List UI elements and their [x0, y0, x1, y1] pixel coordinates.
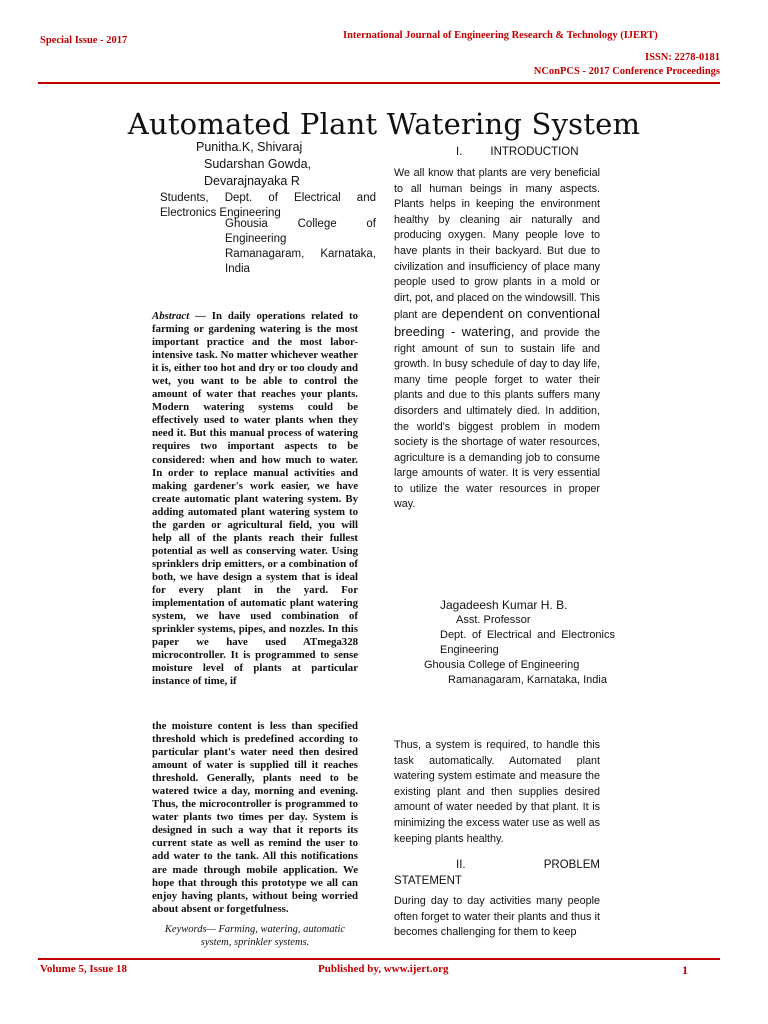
intro-emphasis: dependent on conventional breeding - watering, — [394, 306, 600, 339]
abstract-continued: the moisture content is less than specified threshold which is predefined according to particular plant's water need then desired amount of water is supplied till it reaches threshold. Generally, plants need to be watered twice a day, morning and evening. Thus, the microcontroller is programmed to water plants two times per day. System is designed in such a way that it reports its current state as well as remind the user to add water to the tank. All this notifications are made through mobile application. We hope that through this prototype we all can enjoy having plants, without being worried about absent or forgetfulness. — [152, 720, 358, 915]
abstract — [152, 310, 358, 688]
author-name: Sudarshan Gowda, — [204, 157, 312, 171]
introduction-paragraph — [394, 166, 600, 513]
professor-college: Ghousia College of Engineering — [424, 659, 580, 671]
professor-title: Asst. Professor — [456, 614, 531, 626]
author-name: Devarajnayaka R — [204, 174, 300, 188]
section-title: PROBLEM — [543, 859, 600, 871]
header-rule — [38, 82, 720, 84]
author-address — [225, 217, 376, 277]
professor-name: Jagadeesh Kumar H. B. — [440, 598, 568, 612]
section-number: II. — [456, 859, 466, 871]
author-name: Punitha.K, Shivaraj — [196, 140, 303, 154]
abstract-label: Abstract — [152, 310, 190, 322]
author-city: Ramanagaram, Karnataka, India — [225, 248, 376, 275]
header-journal: International Journal of Engineering Research & Technology (IJERT) — [343, 30, 658, 41]
section-number: I. — [456, 146, 463, 158]
footer-volume: Volume 5, Issue 18 — [40, 963, 127, 975]
section-heading-introduction — [456, 146, 579, 158]
professor-city: Ramanagaram, Karnataka, India — [448, 674, 607, 686]
footer-rule — [38, 958, 720, 960]
header-proceedings: NConPCS - 2017 Conference Proceedings — [533, 66, 720, 77]
section-title-continued: STATEMENT — [394, 875, 462, 887]
abstract-dash: — — [189, 310, 212, 322]
body-paragraph: During day to day activities many people often forget to water their plants and thus it becomes challenging for them to keep — [394, 895, 600, 939]
header-issue: Special Issue - 2017 — [40, 35, 128, 46]
body-paragraph: Thus, a system is required, to handle this task automatically. Automated plant watering system estimate and measure the existing plant and then supplies desired amount of water needed by that plant. It is minimizing the excess water use as well as keeping plants healthy. — [394, 739, 600, 845]
page-number: 1 — [682, 963, 688, 977]
intro-text: We all know that plants are very beneficial to all human beings in many aspects. Plants helps in keeping the environment healthy by cleaning air naturally and producing oxygen. Many people love to have plants in their backyard. But due to civilization and insufficiency of place many people used to grow plants in a mold or dirt, pot, and placed on the windowsill. This plant are — [394, 167, 600, 322]
paper-title: Automated Plant Watering System — [127, 107, 641, 142]
keywords: Keywords— Farming, watering, automatic system, sprinkler systems. — [164, 924, 346, 948]
professor-dept: Dept. of Electrical and Electronics Engineering — [440, 629, 615, 656]
author-affiliation: Students, Dept. of Electrical and Electronics Engineering — [160, 192, 376, 219]
section-heading-problem-statement — [394, 857, 600, 889]
author-names — [196, 139, 311, 190]
header-issn: ISSN: 2278-0181 — [645, 52, 720, 63]
author-college: Ghousia College of Engineering — [225, 218, 376, 245]
section-title: INTRODUCTION — [490, 146, 579, 158]
intro-text-continued: and provide the right amount of sun to sustain life and growth. In busy schedule of day to day life, many time people forget to water their plants and due to this plants suffers many disorders and ultimately died. In addition, the world's biggest problem in modem society is the shortage of water resources, agriculture is a demanding job to consume large amounts of water. It is very essential to utilize the water resources in proper way. — [394, 326, 601, 511]
abstract-text: In daily operations related to farming or gardening watering is the most important practice and the most labor- intensive task. No matter whichever weather it is, either too hot and dry or too cloudy and wet, you want to be able to control the amount of water that reaches your plants. Modern watering systems could be effectively used to water plants when they need it. But this manual process of watering requires two important aspects to be considered: when and how much to water. In order to replace manual activities and making gardener's work easier, we have create automatic plant watering system. By adding automated plant watering system to the garden or agricultural field, you will help all of the plants reach their fullest potential as well as conserving water. Using sprinklers drip emitters, or a combination of both, we have design a system that is ideal for every plant in the yard. For implementation of automatic plant watering system, we have used combination of sprinkler systems, pipes, and nozzles. In this paper we have used ATmega328 microcontroller. It is programmed to sense moisture level of plants at particular instance of time, if — [152, 310, 358, 688]
footer-publisher: Published by, www.ijert.org — [318, 963, 449, 975]
